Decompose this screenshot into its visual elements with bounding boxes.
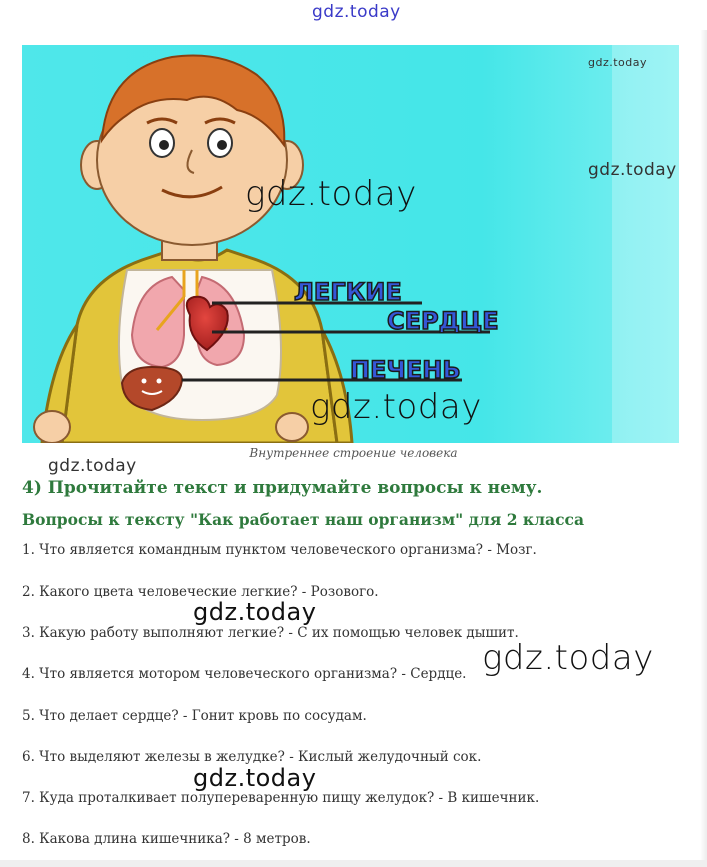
- watermark-top: gdz.today: [312, 2, 401, 22]
- watermark-list-2: gdz.today: [482, 638, 654, 678]
- page-edge-shadow: [700, 30, 707, 860]
- watermark-list-3: gdz.today: [193, 764, 317, 792]
- question-6: 6. Что выделяют железы в желудке? - Кислый желудочный сок.: [22, 749, 482, 765]
- label-heart: СЕРДЦЕ: [387, 307, 499, 335]
- watermark-below-image: gdz.today: [48, 456, 137, 476]
- watermark-body: gdz.today: [310, 387, 482, 427]
- watermark-face: gdz.today: [245, 174, 417, 214]
- watermark-right: gdz.today: [588, 160, 677, 180]
- label-liver: ПЕЧЕНЬ: [350, 356, 461, 384]
- question-3: 3. Какую работу выполняют легкие? - С их помощью человек дышит.: [22, 625, 519, 641]
- question-1: 1. Что является командным пунктом человеческого организма? - Мозг.: [22, 542, 537, 558]
- watermark-corner: gdz.today: [588, 56, 648, 69]
- question-8: 8. Какова длина кишечника? - 8 метров.: [22, 831, 311, 847]
- question-2: 2. Какого цвета человеческие легкие? - Розового.: [22, 584, 379, 600]
- bottom-divider: [0, 860, 707, 867]
- anatomy-svg: [22, 45, 679, 443]
- question-4: 4. Что является мотором человеческого организма? - Сердце.: [22, 666, 467, 682]
- section-heading: Вопросы к тексту "Как работает наш организм" для 2 класса: [22, 510, 585, 529]
- task-heading: 4) Прочитайте текст и придумайте вопросы к нему.: [22, 478, 543, 498]
- label-lungs: ЛЕГКИЕ: [294, 278, 402, 306]
- anatomy-illustration: [22, 45, 679, 443]
- question-5: 5. Что делает сердце? - Гонит кровь по сосудам.: [22, 708, 367, 724]
- image-caption: Внутреннее строение человека: [249, 446, 458, 460]
- watermark-list-1: gdz.today: [193, 598, 317, 626]
- question-7: 7. Куда проталкивает полупереваренную пищу желудок? - В кишечник.: [22, 790, 540, 806]
